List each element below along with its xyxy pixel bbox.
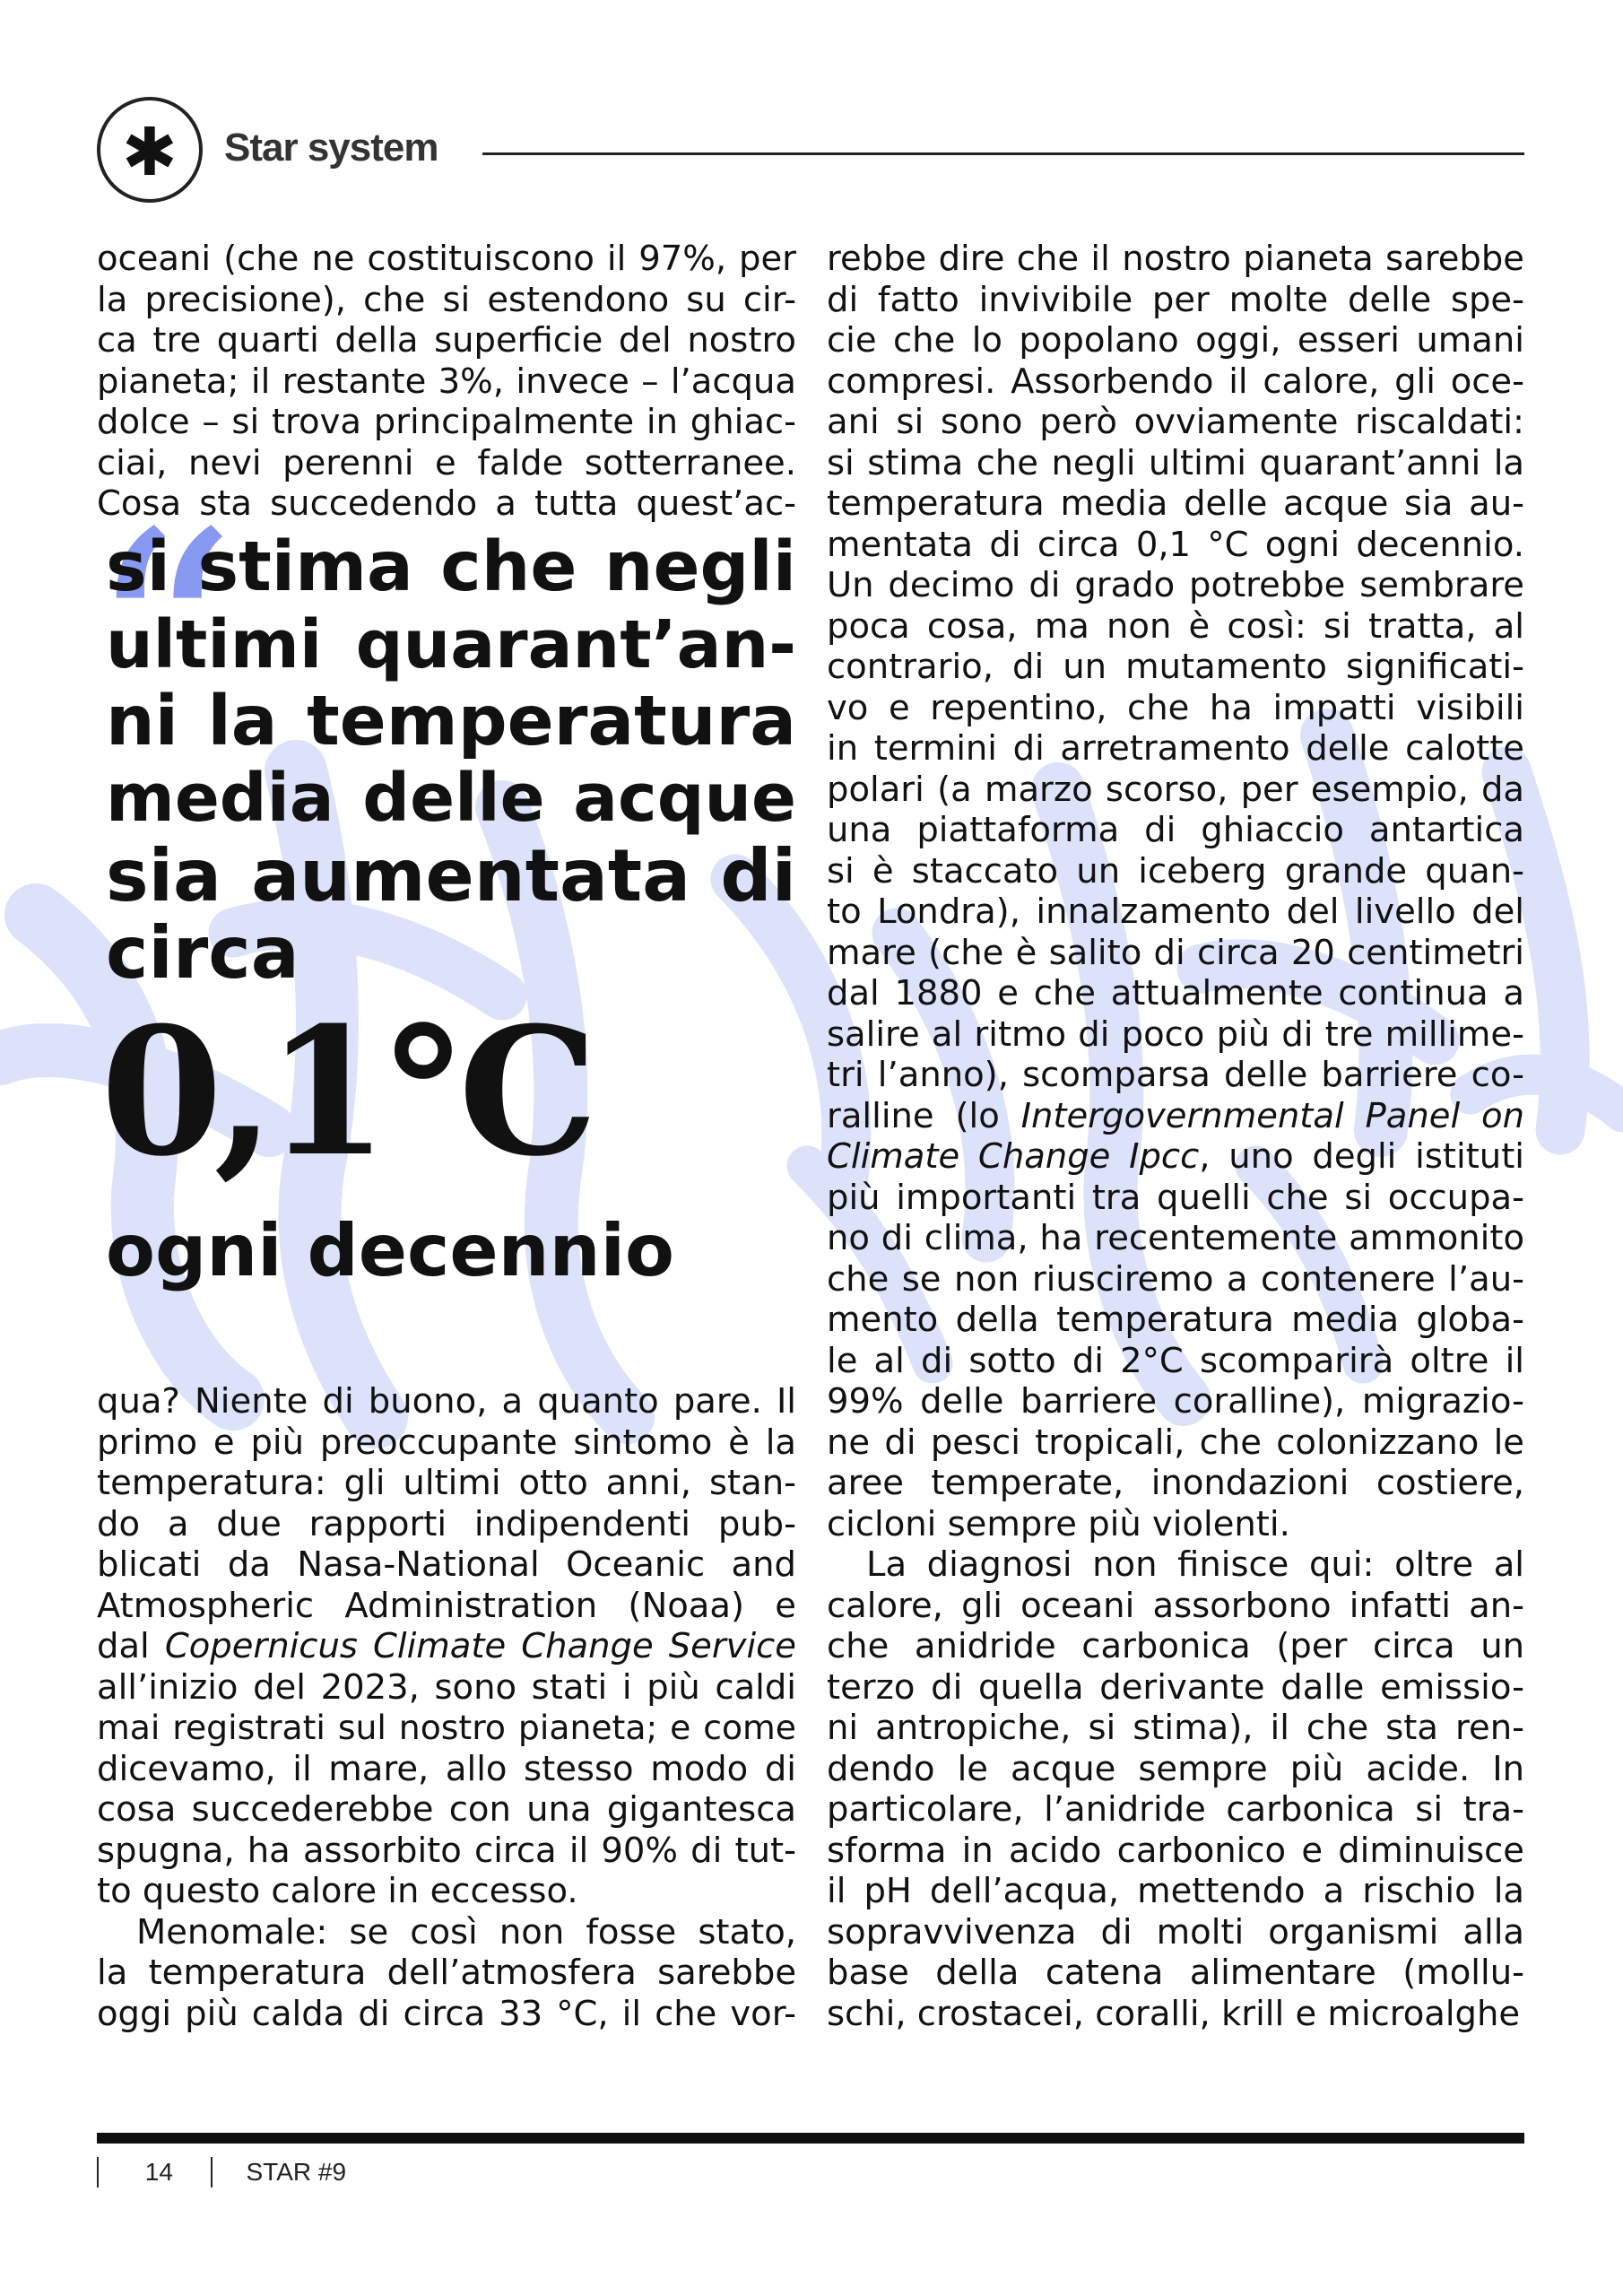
text-line: 99% delle barriere coralline), migrazio- <box>827 1381 1524 1422</box>
text-line: tri l’anno), scomparsa delle barriere co- <box>827 1055 1524 1095</box>
italic-fragment: Climate Change Ipcc <box>827 1136 1200 1177</box>
text-line: dendo le acque sempre più acide. In <box>827 1748 1524 1789</box>
section-header <box>97 97 1524 208</box>
text-line: no di clima, ha recentemente ammonito <box>827 1218 1524 1258</box>
text-line: cicloni sempre più violenti. <box>827 1503 1290 1544</box>
text-fragment: , uno degli istituti <box>1199 1136 1524 1177</box>
text-line: vo e repentino, che ha impatti visibili <box>827 687 1524 728</box>
text-line: la temperatura dell’atmosfera sarebbe <box>97 1952 796 1993</box>
text-line: di fatto invivibile per molte delle spe- <box>827 279 1524 320</box>
pull-quote-line: ni la temperatura <box>106 682 796 761</box>
text-line: sopravvivenza di molti organismi alla <box>827 1911 1524 1952</box>
pull-quote-line: media delle acque <box>106 761 796 837</box>
text-line: si stima che negli ultimi quarant’anni la <box>827 442 1524 483</box>
text-line: che se non riusciremo a contenere l’au- <box>827 1258 1524 1300</box>
text-line: in termini di arretramento delle calotte <box>827 728 1524 769</box>
text-line: oceani (che ne costituiscono il 97%, per <box>97 239 796 279</box>
text-line: che anidride carbonica (per circa un <box>827 1626 1524 1666</box>
text-line: to questo calore in eccesso. <box>97 1871 578 1911</box>
text-line: dicevamo, il mare, allo stesso modo di <box>97 1748 796 1789</box>
text-line: temperatura media delle acque sia au- <box>827 483 1524 524</box>
text-line: mentata di circa 0,1 °C ogni decennio. <box>827 524 1524 565</box>
text-line: Un decimo di grado potrebbe sembrare <box>827 565 1524 605</box>
text-line: all’inizio del 2023, sono stati i più caldi <box>97 1666 796 1708</box>
text-line: qua? Niente di buono, a quanto pare. Il <box>97 1381 796 1422</box>
text-line: ciai, nevi perenni e falde sotterranee. <box>97 442 796 483</box>
text-line: to Londra), innalzamento del livello del <box>827 891 1524 932</box>
text-line: La diagnosi non finisce qui: oltre al <box>866 1544 1524 1585</box>
text-line: mare (che è salito di circa 20 centimetri <box>827 932 1524 973</box>
pull-quote-line: sia aumentata di <box>106 834 796 918</box>
text-line: particolare, l’anidride carbonica si tra- <box>827 1789 1524 1830</box>
text-line: poca cosa, ma non è così: si tratta, al <box>827 605 1524 647</box>
text-line: salire al ritmo di poco più di tre millime- <box>827 1013 1524 1055</box>
text-line: oggi più calda di circa 33 °C, il che vor- <box>97 1993 796 2034</box>
text-line: si è staccato un iceberg grande quan- <box>827 850 1524 891</box>
italic-fragment: Intergovernmental Panel on <box>1020 1095 1524 1136</box>
right-column <box>827 239 1524 2034</box>
section-logo <box>97 97 203 203</box>
text-line: contrario, di un mutamento significati- <box>827 647 1524 687</box>
text-line: Menomale: se così non fosse stato, <box>136 1911 796 1952</box>
text-line: polari (a marzo scorso, per esempio, da <box>827 769 1524 810</box>
quotation-mark-icon: “ <box>86 470 238 814</box>
text-line: ne di pesci tropicali, che colonizzano le <box>827 1422 1524 1463</box>
text-line: mai registrati sul nostro pianeta; e come <box>97 1708 796 1747</box>
text-fragment: dal <box>97 1626 165 1666</box>
text-line: schi, crostacei, coralli, krill e microalghe <box>827 1993 1521 2034</box>
page-footer <box>97 2156 346 2196</box>
text-line: primo e più preoccupante sintomo è la <box>97 1422 796 1463</box>
text-line-mixed <box>827 1136 1524 1178</box>
text-line: ni antropiche, si stima), il che sta ren- <box>827 1708 1524 1748</box>
text-line: la precisione), che si estendono su cir- <box>97 279 796 320</box>
text-line: cosa succederebbe con una gigantesca <box>97 1789 796 1830</box>
pull-quote-value: 0,1°C <box>100 989 589 1196</box>
left-column-bottom <box>97 1381 796 2034</box>
footer-separator <box>97 2157 99 2187</box>
text-line-mixed <box>827 1096 1524 1137</box>
page-number: 14 <box>144 2157 173 2186</box>
text-line: aree temperate, inondazioni costiere, <box>827 1463 1524 1503</box>
text-line: ca tre quarti della superficie del nostro <box>97 320 796 361</box>
text-line: cie che lo popolano oggi, esseri umani <box>827 320 1524 361</box>
text-line: blicati da Nasa-National Oceanic and <box>97 1544 796 1585</box>
text-line: rebbe dire che il nostro pianeta sarebbe <box>827 239 1524 279</box>
italic-fragment: Copernicus Climate Change Service <box>164 1626 796 1666</box>
text-line: pianeta; il restante 3%, invece – l’acqua <box>97 361 796 402</box>
text-line: le al di sotto di 2°C scomparirà oltre il <box>827 1340 1524 1381</box>
text-line: il pH dell’acqua, mettendo a rischio la <box>827 1871 1524 1911</box>
pull-quote-line: si stima che negli <box>106 527 796 607</box>
pull-quote-line: ultimi quarant’an- <box>106 606 796 683</box>
text-line-mixed <box>97 1626 796 1667</box>
footer-divider <box>97 2133 1524 2144</box>
text-line: dolce – si trova principalmente in ghiac- <box>97 402 796 442</box>
text-line: sforma in acido carbonico e diminuisce <box>827 1830 1524 1871</box>
text-line: spugna, ha assorbito circa il 90% di tut- <box>97 1830 796 1871</box>
magazine-issue: STAR #9 <box>246 2157 347 2186</box>
text-line: base della catena alimentare (mollu- <box>827 1952 1524 1993</box>
text-line: calore, gli oceani assorbono infatti an- <box>827 1585 1524 1626</box>
pull-quote-tail: ogni decennio <box>106 1209 674 1292</box>
text-line: temperatura: gli ultimi otto anni, stan- <box>97 1463 796 1503</box>
text-line: Cosa sta succedendo a tutta quest’ac- <box>97 483 796 524</box>
section-title: Star system <box>224 126 438 170</box>
text-line: una piattaforma di ghiaccio antartica <box>827 810 1524 850</box>
text-fragment: ralline (lo <box>827 1095 1021 1136</box>
text-line: dal 1880 e che attualmente continua a <box>827 973 1524 1013</box>
asterisk-icon: ✱ <box>121 114 178 191</box>
text-line: do a due rapporti indipendenti pub- <box>97 1503 796 1544</box>
pull-quote-line: circa <box>106 911 299 995</box>
text-line: più importanti tra quelli che si occupa- <box>827 1177 1524 1218</box>
text-line: compresi. Assorbendo il calore, gli oce- <box>827 361 1524 402</box>
header-divider <box>482 152 1524 155</box>
text-line: terzo di quella derivante dalle emissio- <box>827 1666 1524 1708</box>
text-line: Atmospheric Administration (Noaa) e <box>97 1585 796 1626</box>
text-line: ani si sono però ovviamente riscaldati: <box>827 402 1524 442</box>
text-line: mento della temperatura media globa- <box>827 1300 1524 1340</box>
footer-separator <box>211 2157 213 2187</box>
